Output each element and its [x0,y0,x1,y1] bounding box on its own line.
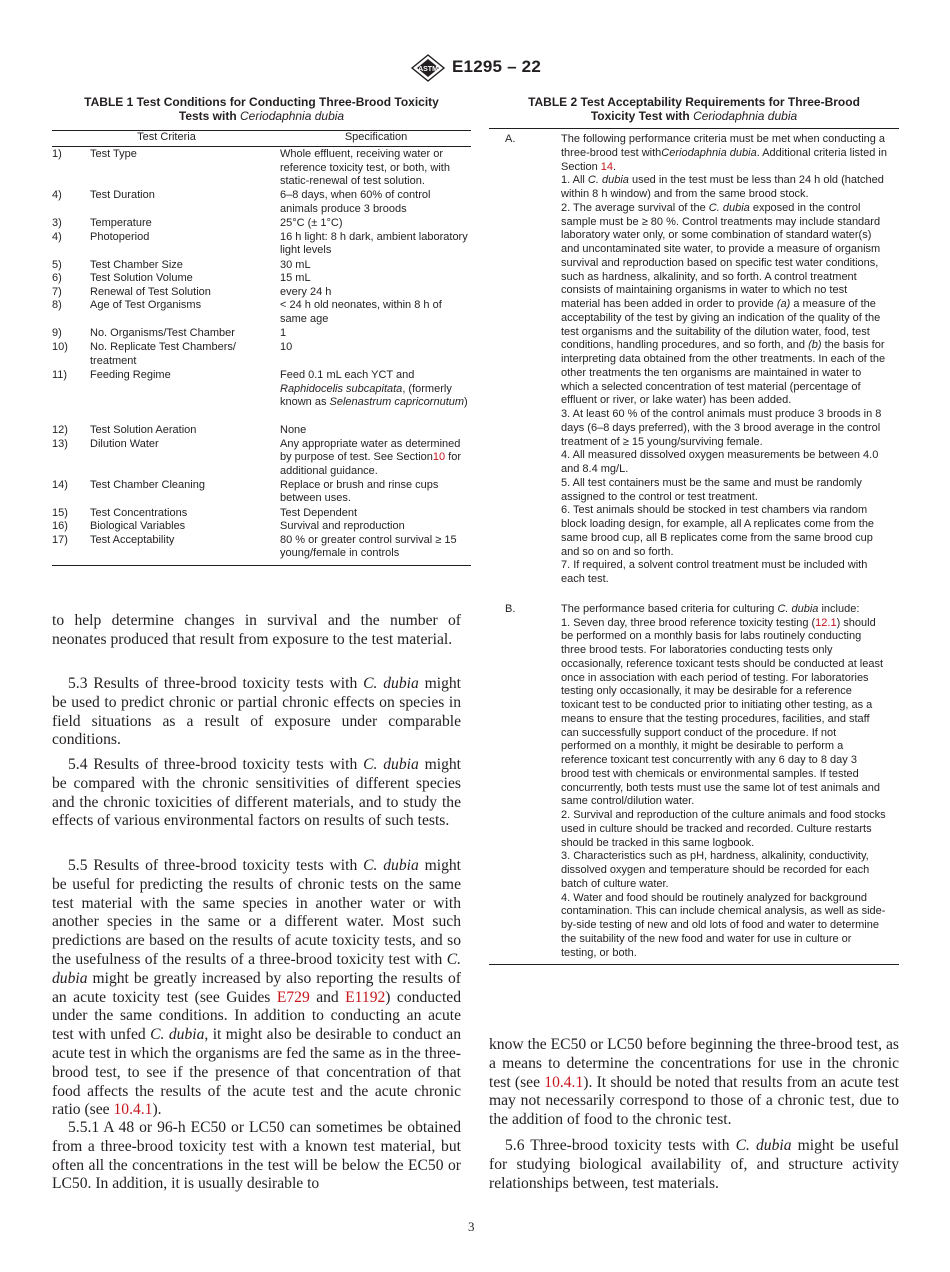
section-a-body: The following performance criteria must be met when conducting a three-brood test withCeriodaphnia dubia. Additional criteria listed in Section 14. 1. All C. dubia used in the test must be less than 24 h old (hatched within 8 h window) and from the same brood stock. 2. The average survival of the C. dubia exposed in the control sample must be ≥ 80 %. Control treatments may include standard laboratory water only, or some combination of standard water(s) and uncontaminated site water, to provide a measure of organism survival and reproduction based on specific test water conditions, such as hardness, alkalinity, and so forth. A control treatment consists of maintaining organisms in water to which no test material has been added in order to provide (a) a measure of the acceptability of the test by giving an indication of the quality of the test organisms and the suitability of the dilution water, food, test conditions, handling procedures, and so forth, and (b) the basis for interpreting data obtained from the other treatments. In each of the other treatments the ten organisms are maintained in water to which a selected concentration of test material (percentage of effluent or river, or lake water) has been added. 3. At least 60 % of the control animals must produce 3 broods in 8 days (6–8 days preferred), with the 3 brood average in the control treatment of ≥ 15 young/surviving female. 4. All measured dissolved oxygen measurements be between 4.0 and 8.4 mg/L. 5. All test containers must be the same and must be randomly assigned to the control or test treatment. 6. Test animals should be stocked in test chambers via random block loading design, for example, all A replicates come from the same brood cup, all B replicates come from the same brood cup and so on and so forth. 7. If required, a solvent control treatment must be included with each test. [561,133,887,585]
paragraph-5-6: 5.6 Three-brood toxicity tests with C. dubia might be useful for studying biological availability of, and structure activity relationships between, test materials. [489,1137,899,1192]
table-row: 10) No. Replicate Test Chambers/ treatment 10 [52,340,293,367]
table-row: 8) Age of Test Organisms < 24 h old neonates, within 8 h of same age [52,299,442,325]
feeding-regime-spec: Feed 0.1 mL each YCT and Raphidocelis subcapitata, (formerly known as Selenastrum capricornutum) [280,368,468,409]
table2-title: TABLE 2 Test Acceptability Requirements for Three-Brood Toxicity Test with Ceriodaphnia dubia [528,95,860,123]
table1-title: TABLE 1 Test Conditions for Conducting Three-Brood Toxicity Tests with Ceriodaphnia dubia [84,95,439,123]
table1-header-row [52,131,471,147]
document-id: E1295 – 22 [452,57,541,76]
section-b-body: The performance based criteria for culturing C. dubia include: 1. Seven day, three brood reference toxicity testing (12.1) should be performed on a monthly basis for labs routinely conducting three brood tests. For laboratories conducting tests only occasionally, reference toxicant tests should be conducted at least once in association with each period of testing. For laboratories testing only occasionally, it may be desirable for a reference toxicant test to be conducted prior to initiating other testing, as a means to ensure that the testing procedures, facilities, and staff can successfully support conduct of the procedure. If not performed on a monthly, it might be desirable to perform a reference toxicant test concurrently with any 6 day to 8 day 3 brood test with chemicals or environmental samples. If tested concurrently, both tests must use the same lot of test animals and same control/dilution water. 2. Survival and reproduction of the culture animals and food stocks used in culture should be tracked and recorded. Culture restarts should be tracked in this same logbook. 3. Characteristics such as pH, hardness, alkalinity, conductivity, dissolved oxygen and temperature should be recorded for each batch of culture water. 4. Water and food should be routinely analyzed for background contamination. This can include chemical analysis, as well as side-by-side testing of new and old lots of food and water to determine the suitability of the new food and water for use in culture or testing, or both. [561,602,886,959]
paragraph-right-continued: know the EC50 or LC50 before beginning the three-brood test, as a means to determine the concentrations for use in the chronic test (see 10.4.1). It should be noted that results from an acute test may not necessarily correspond to those of a chronic test, due to the addition of food to the chronic test. [489,1036,899,1129]
page-number: 3 [468,1219,475,1234]
table-row: 9) No. Organisms/Test Chamber 1 [52,327,287,340]
table2 [489,128,899,965]
section-a-label: A. [505,133,516,145]
svg-text:ASTM: ASTM [418,66,438,73]
table2-section-b [489,603,899,965]
table-row: 3) Temperature 25°C (± 1°C) [52,217,343,229]
table-row: 16) Biological Variables Survival and reproduction [52,520,405,533]
table-row: 4) Photoperiod 16 h light: 8 h dark, ambient laboratory light levels [52,230,468,257]
table1-col-criteria: Test Criteria [137,131,196,143]
table-row: 1) Test Type Whole effluent, receiving water or reference toxicity test, or both, with static-renewal of test solution. [52,148,450,188]
table-row: 15) Test Concentrations Test Dependent [52,506,358,519]
paragraph-5-5: 5.5 Results of three-brood toxicity tests with C. dubia might be useful for predicting the results of chronic tests on the same test material with the same species in another water or with another species in the same or a different water. Most such predictions are based on the results of acute toxicity tests, and so the usefulness of the results of a three-brood toxicity test with C. dubia might be greatly increased by also reporting the results of an acute toxicity test (see Guides E729 and E1192) conducted under the same conditions. In addition to conducting an acute test with unfed C. dubia, it might also be desirable to conduct an acute test in which the organisms are fed the same as in the three-brood test, to see if the presence of that concentration of that food affects the results of the acute test and the acute chronic ratio (see 10.4.1). [52,857,462,1119]
table1-col-spec: Specification [344,131,408,143]
table-row: 13) Dilution Water Any appropriate water as determined by purpose of test. See Section10 for additional guidance. [52,438,471,479]
section-10-link[interactable]: 10 [432,451,446,464]
table-row: 17) Test Acceptability 80 % or greater control survival ≥ 15 young/female in controls [52,533,457,560]
section-10-4-1-link[interactable]: 10.4.1 [113,1101,153,1119]
dilution-water-spec: Any appropriate water as determined by purpose of test. See Section10 for additional guidance. [280,437,462,477]
e1192-link[interactable]: E1192 [345,988,386,1006]
paragraph-5-4: 5.4 Results of three-brood toxicity tests with C. dubia might be compared with the chronic sensitivities of different species and the chronic toxicities of different materials, and to study the effects of various environmental factors on results of such tests. [52,756,461,830]
table-row: 7) Renewal of Test Solution every 24 h [52,285,332,298]
section-b-label: B. [505,602,516,615]
paragraph-continued: to help determine changes in survival and the number of neonates produced that result from exposure to the test material. [52,612,461,648]
e729-link[interactable]: E729 [276,988,310,1006]
table-row: 6) Test Solution Volume 15 mL [52,272,311,285]
table-row: 5) Test Chamber Size 30 mL [52,258,311,271]
paragraph-5-3: 5.3 Results of three-brood toxicity tests with C. dubia might be used to predict chronic or partial chronic effects on species in field situations as a result of exposure under comparable conditions. [52,675,461,749]
section-14-link[interactable]: 14 [600,160,613,173]
table-row: 4) Test Duration 6–8 days, when 60% of control animals produce 3 broods [52,189,431,215]
table-row: 12) Test Solution Aeration None [52,423,307,436]
section-10-4-1-link[interactable]: 10.4.1 [544,1073,584,1091]
paragraph-5-5-1: 5.5.1 A 48 or 96-h EC50 or LC50 can sometimes be obtained from a three-brood toxicity test with a known test material, but often all the concentrations in the test will be below the EC50 or LC50. In addition, it is usually desirable to [52,1119,461,1193]
table2-section-a [489,129,899,603]
table1-body [52,147,471,565]
astm-logo-icon [410,54,446,82]
table-row: 11) Feeding Regime Feed 0.1 mL each YCT and Raphidocelis subcapitata, (formerly known as Selenastrum capricornutum) [52,369,471,424]
page-header [0,54,950,84]
table-row: 14) Test Chamber Cleaning Replace or brush and rinse cups between uses. [52,478,439,505]
section-12-1-link[interactable]: 12.1 [815,616,837,629]
table1 [52,130,471,566]
